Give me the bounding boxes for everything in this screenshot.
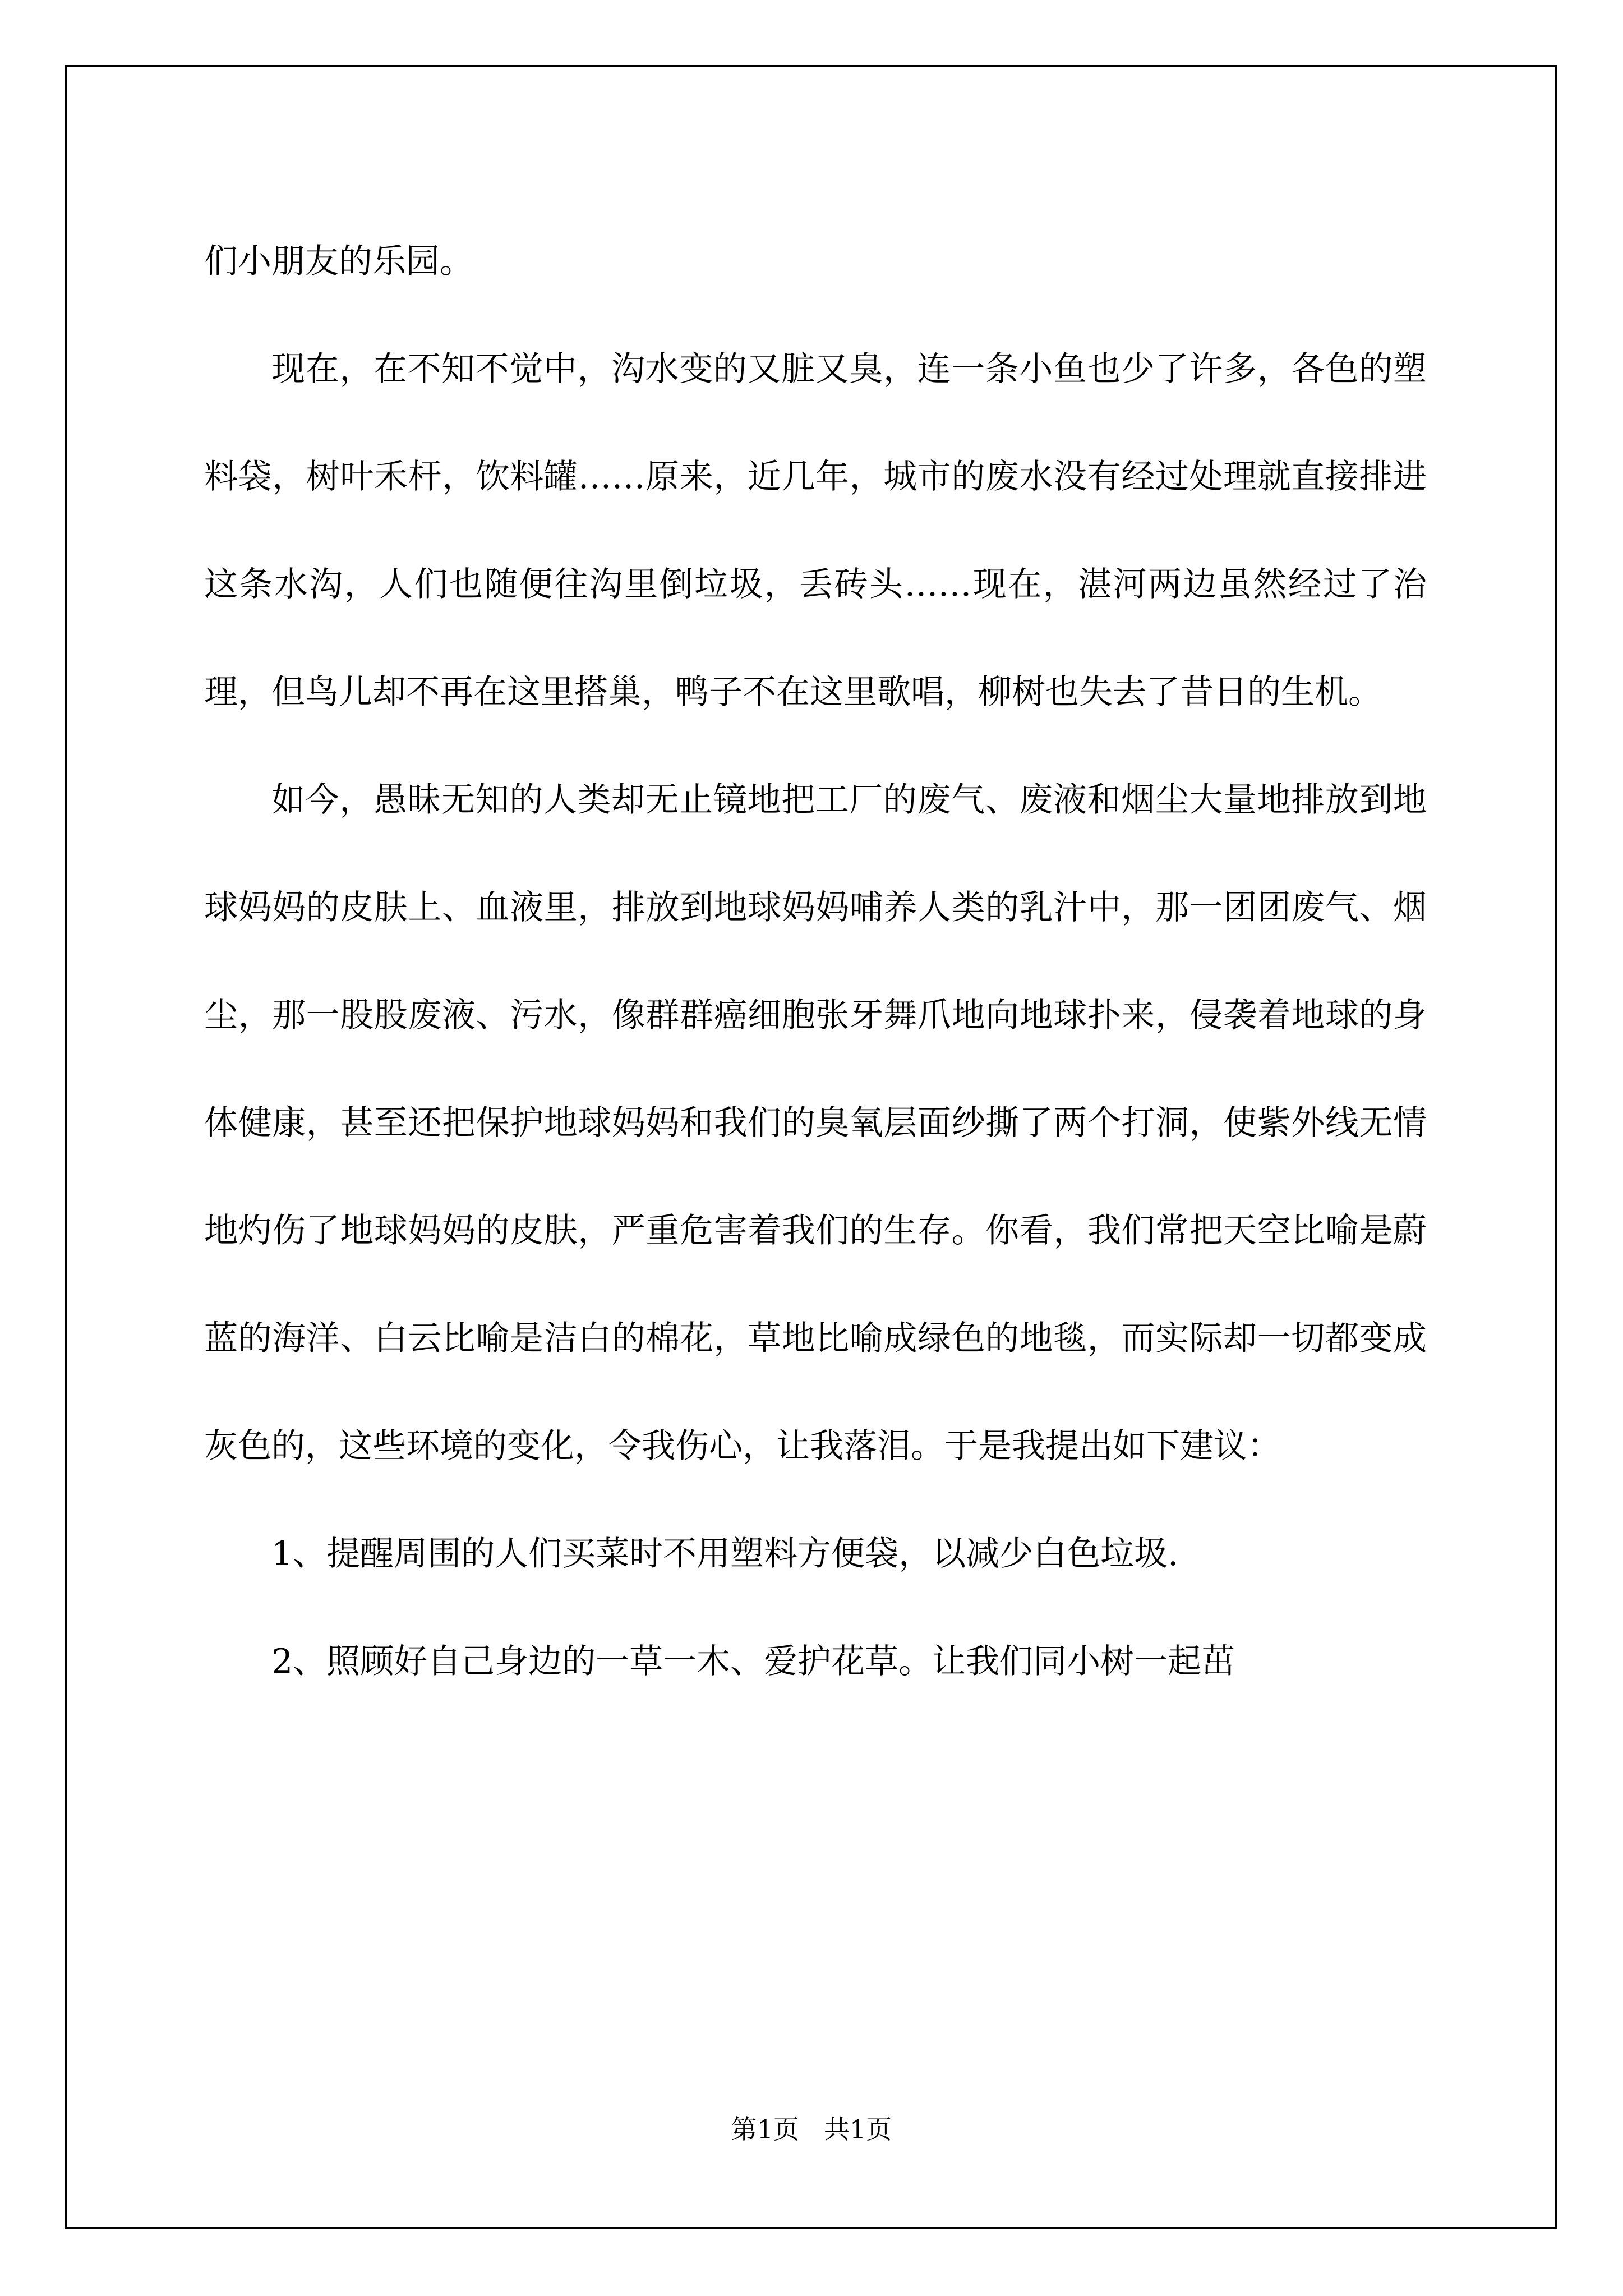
page-number-current: 第1页 [731,2114,800,2145]
document-body [204,208,1427,1715]
page-footer [0,2109,1623,2146]
page-number-total: 共1页 [823,2114,892,2145]
paragraph-2: 现在，在不知不觉中，沟水变的又脏又臭，连一条小鱼也少了许多，各色的塑料袋，树叶禾杆，饮料罐……原来，近几年，城市的废水没有经过处理就直接排进这条水沟，人们也随便往沟里倒垃圾，丢砖头……现在，湛河两边虽然经过了治理，但鸟儿却不再在这里搭巢，鸭子不在这里歌唱，柳树也失去了昔日的生机。 [204,349,1427,712]
paragraph-1: 们小朋友的乐园。 [204,242,473,281]
paragraph-4: 1、提醒周围的人们买菜时不用塑料方便袋，以减少白色垃圾. [271,1534,1179,1573]
paragraph-5: 2、照顾好自己身边的一草一木、爱护花草。让我们同小树一起茁 [271,1642,1235,1681]
paragraph-3: 如今，愚昧无知的人类却无止镜地把工厂的废气、废液和烟尘大量地排放到地球妈妈的皮肤上、血液里，排放到地球妈妈哺养人类的乳汁中，那一团团废气、烟尘，那一股股废液、污水，像群群癌细胞张牙舞爪地向地球扑来，侵袭着地球的身体健康，甚至还把保护地球妈妈和我们的臭氧层面纱撕了两个打洞，使紫外线无情地灼伤了地球妈妈的皮肤，严重危害着我们的生存。你看，我们常把天空比喻是蔚蓝的海洋、白云比喻是洁白的棉花，草地比喻成绿色的地毯，而实际却一切都变成灰色的，这些环境的变化，令我伤心，让我落泪。于是我提出如下建议： [204,780,1427,1466]
